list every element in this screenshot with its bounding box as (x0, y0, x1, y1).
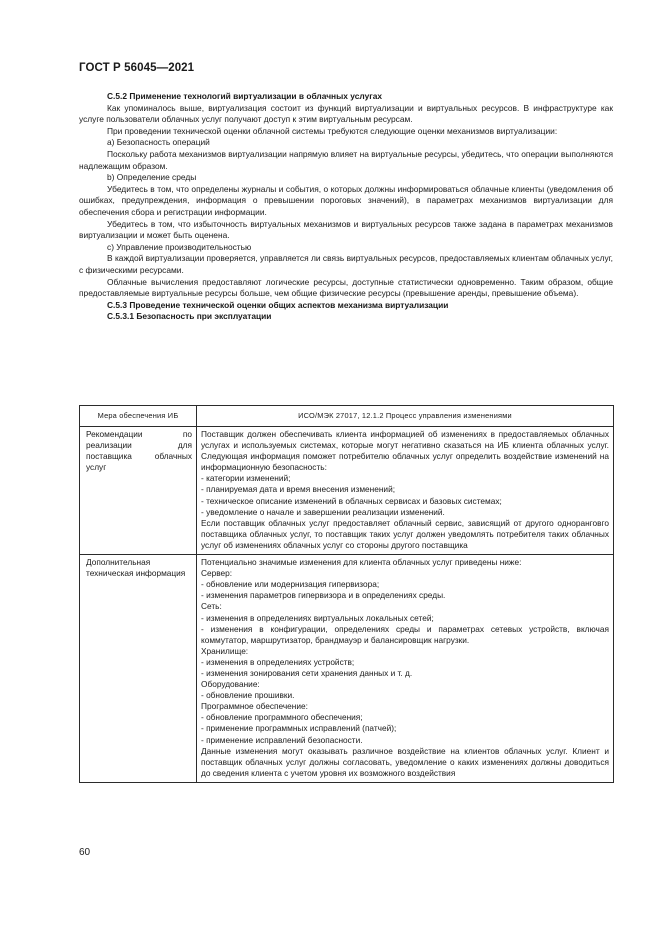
table-row-label: Дополнительная техническая информация (80, 555, 197, 783)
table-text-line: - обновление прошивки. (201, 690, 295, 701)
subsection-heading: С.5.3.1 Безопасность при эксплуатации (107, 311, 272, 322)
security-measure-table (79, 405, 614, 783)
table-text-line: - обновление программного обеспечения; (201, 712, 363, 723)
table-row-content (197, 555, 614, 783)
list-item: b) Определение среды (107, 172, 197, 183)
table-text-line: Поставщик должен обеспечивать клиента информацией об изменениях в предоставляемых облачных услугах и используемых системах, которые могут негативно сказаться на ИБ клиента облачных услуг. Следующая информация поможет потребителю облачных услуг определить воздействие изменений на информационную безопасность: (201, 429, 609, 473)
table-text-line: - техническое описание изменений в облачных сервисах и базовых системах; (201, 495, 502, 506)
paragraph: Облачные вычисления предоставляют логические ресурсы, доступные статистически одновременно. Таким образом, общие предоставляемые виртуальные ресурсы больше, чем общие физические ресурсы (превышение аренды, превышение объема). (79, 276, 613, 299)
document-code: ГОСТ Р 56045—2021 (79, 62, 195, 74)
table-text-line: - категории изменений; (201, 473, 291, 484)
section-heading: С.5.2 Применение технологий виртуализации в облачных услугах (107, 91, 383, 101)
table-header-measure: Мера обеспечения ИБ (80, 406, 197, 427)
section-heading: С.5.3 Проведение технической оценки общих аспектов механизма виртуализации (107, 299, 449, 310)
paragraph: Убедитесь в том, что определены журналы и события, о которых должны информироваться облачные клиенты (уведомления об ошибках, предупреждения, информация о превышении пороговых значений), в параметрах механизмов виртуализации для обеспечения сбора и регистрации информации. (79, 183, 613, 217)
table-text-line: Хранилище: (201, 645, 249, 656)
paragraph: Поскольку работа механизмов виртуализации напрямую влияет на виртуальные ресурсы, убедитесь, что операции выполняются надлежащим образом. (79, 148, 613, 171)
page-content (79, 91, 613, 323)
list-item: c) Управление производительностью (107, 241, 252, 252)
list-item: a) Безопасность операций (107, 137, 210, 148)
table-text-line: Сеть: (201, 601, 222, 612)
table-text-line: Потенциально значимые изменения для клиента облачных услуг приведены ниже: (201, 557, 522, 568)
page-number: 60 (79, 847, 91, 858)
table-text-line: - изменения параметров гипервизора и в определениях среды. (201, 590, 446, 601)
table-row-content (197, 427, 614, 555)
table-text-line: - применение исправлений безопасности. (201, 734, 363, 745)
table-text-line: Оборудование: (201, 679, 260, 690)
paragraph: В каждой виртуализации проверяется, управляется ли связь виртуальных ресурсов, предоставляемых клиентам облачных услуг, с физическими ресурсами. (79, 253, 613, 275)
table-row (80, 427, 614, 555)
table-text-line: Если поставщик облачных услуг предоставляет облачный сервис, зависящий от другого одноранговго поставщика облачных услуг, то поставщик таких услуг должен уведомлять потребителя таких облачных услуг об изменениях облачных услуг со стороны другого поставщика (201, 517, 609, 550)
table-text-line: - изменения в определениях виртуальных локальных сетей; (201, 612, 434, 623)
table-row-label: Рекомендации по реализации для поставщика облачных услуг (80, 427, 197, 555)
table-text-line: - изменения в конфигурации, определениях среды и параметрах сетевых устройств, включая коммутатор, маршрутизатор, брандмауэр и балансировщик нагрузки. (201, 623, 609, 645)
table-header-standard: ИСО/МЭК 27017, 12.1.2 Процесс управления изменениями (197, 406, 614, 427)
table-text-line: - планируемая дата и время внесения изменений; (201, 484, 396, 495)
table-text-line: - применение программных исправлений (патчей); (201, 723, 397, 734)
table-text-line: - изменения в определениях устройств; (201, 656, 355, 667)
table-text-line: - изменения зонирования сети хранения данных и т. д. (201, 667, 413, 678)
table-text-line: Данные изменения могут оказывать различное воздействие на клиентов облачных услуг. Клиент и поставщик облачных услуг должны согласовать, уведомление о каких изменениях должны доводиться до сведения клиента с учетом уровня их возможного воздействия (201, 745, 609, 778)
table-text-line: - обновление или модернизация гипервизора; (201, 579, 380, 590)
table-text-line: Сервер: (201, 568, 233, 579)
paragraph: Убедитесь в том, что избыточность виртуальных механизмов и виртуальных ресурсов также задана в параметрах механизмов виртуализации и может быть оценена. (79, 218, 613, 241)
paragraph: Как упоминалось выше, виртуализация состоит из функций виртуализации и виртуальных ресурсов. В инфраструктуре как услуге пользователи облачных услуг получают доступ к этим виртуальным ресурсам. (79, 102, 613, 125)
table-row (80, 555, 614, 783)
table-header-row (80, 406, 614, 427)
table-text-line: Программное обеспечение: (201, 701, 308, 712)
paragraph: При проведении технической оценки облачной системы требуются следующие оценки механизмов виртуализации: (107, 125, 558, 136)
table-text-line: - уведомление о начале и завершении реализации изменений. (201, 506, 445, 517)
